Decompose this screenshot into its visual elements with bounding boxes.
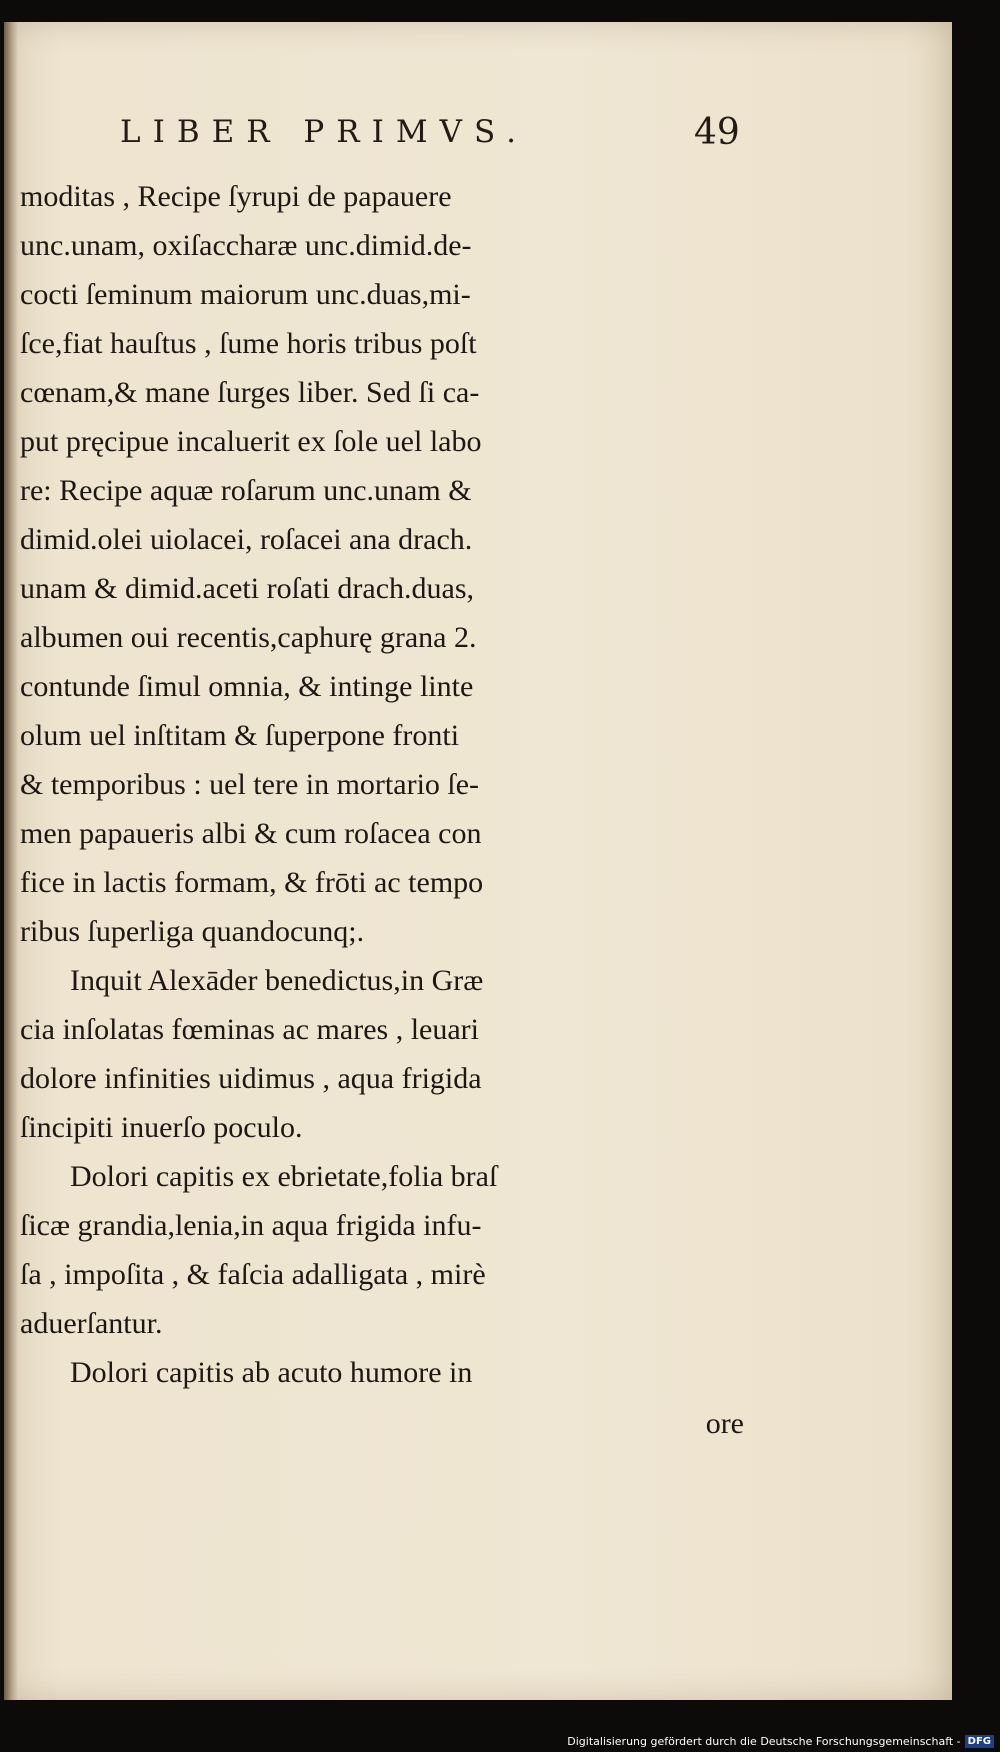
text-line: men papaueris albi & cum roſacea con xyxy=(20,817,482,850)
text-line: put pręcipue incaluerit ex ſole uel labo xyxy=(20,425,482,458)
text-line: cocti ſeminum maiorum unc.duas,mi- xyxy=(20,278,471,311)
text-line: fice in lactis formam, & frōti ac tempo xyxy=(20,866,484,899)
text-line: cœnam,& mane ſurges liber. Sed ſi ca- xyxy=(20,376,480,409)
text-line: cia inſolatas fœminas ac mares , leuari xyxy=(20,1013,479,1046)
text-line: Dolori capitis ab acuto humore in xyxy=(70,1356,473,1389)
catchword: ore xyxy=(705,1407,744,1440)
text-line: unc.unam, oxiſaccharæ unc.dimid.de- xyxy=(20,229,472,262)
text-line: Dolori capitis ex ebrietate,folia braſ xyxy=(70,1160,498,1193)
text-line: ribus ſuperliga quandocunq;. xyxy=(20,915,365,948)
credit-text: Digitalisierung gefördert durch die Deutsche Forschungsgemeinschaft - xyxy=(567,1734,961,1748)
text-line: ſicæ grandia,lenia,in aqua frigida infu- xyxy=(20,1209,482,1242)
text-line: dimid.olei uiolacei, roſacei ana drach. xyxy=(20,523,473,556)
page-gutter xyxy=(4,22,18,1700)
text-line: re: Recipe aquæ roſarum unc.unam & xyxy=(20,474,472,507)
text-line: ſce,fiat hauſtus , ſume horis tribus poſt xyxy=(20,327,477,360)
text-line: aduerſantur. xyxy=(20,1307,163,1340)
text-line: Inquit Alexāder benedictus,in Græ xyxy=(70,964,484,997)
text-line: dolore infinities uidimus , aqua frigida xyxy=(20,1062,482,1095)
page-number: 49 xyxy=(694,112,740,153)
book-page xyxy=(4,22,952,1700)
text-line: unam & dimid.aceti roſati drach.duas, xyxy=(20,572,475,605)
text-line: & temporibus : uel tere in mortario ſe- xyxy=(20,768,480,801)
text-body xyxy=(20,172,950,1448)
text-line: contunde ſimul omnia, & intinge linte xyxy=(20,670,474,703)
text-line: albumen oui recentis,caphurę grana 2. xyxy=(20,621,477,654)
dfg-logo: DFG xyxy=(965,1735,994,1748)
running-head: LIBER PRIMVS. xyxy=(120,114,528,150)
text-line: olum uel inſtitam & ſuperpone fronti xyxy=(20,719,460,752)
text-line: moditas , Recipe ſyrupi de papauere xyxy=(20,180,452,213)
text-line: ſincipiti inuerſo poculo. xyxy=(20,1111,303,1144)
digitization-credit xyxy=(567,1735,994,1749)
text-line: ſa , impoſita , & faſcia adalligata , mirè xyxy=(20,1258,486,1291)
